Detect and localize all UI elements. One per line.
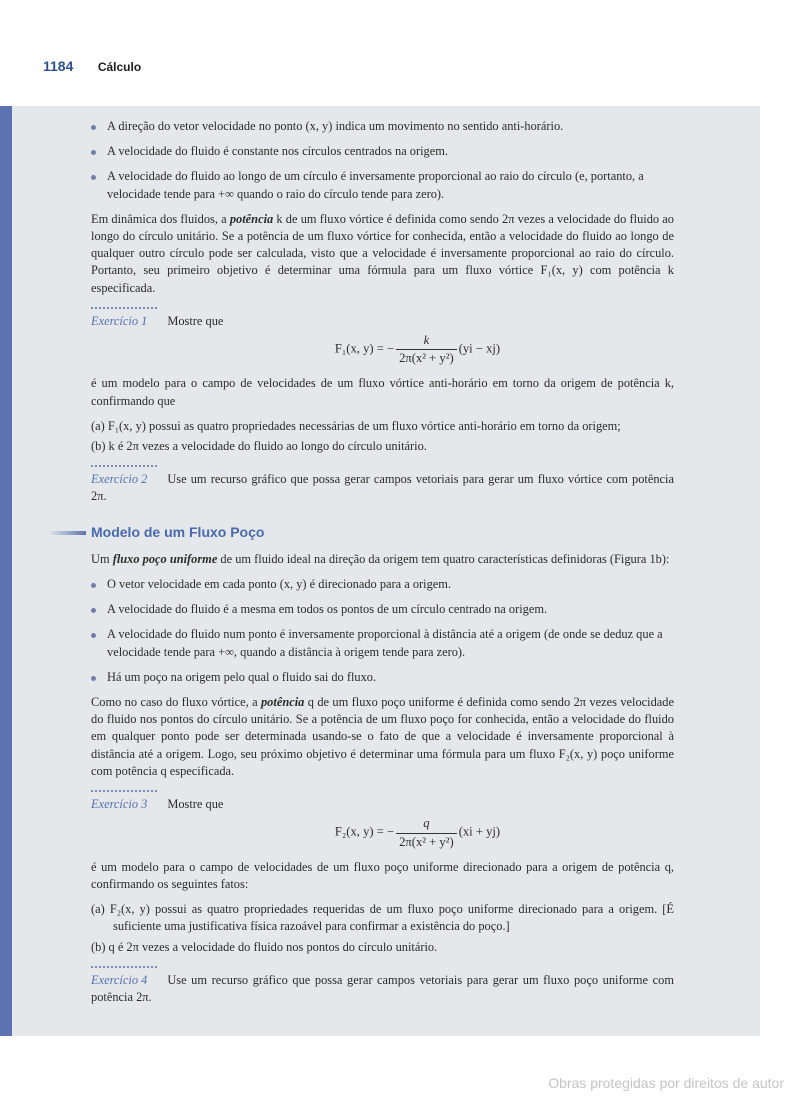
vortex-properties-list	[91, 118, 674, 203]
equation-f1: F₁(x, y) = − $\frac{k}{\text{2π(x² + y²)}}$ (yi − xj)	[161, 332, 674, 367]
exercise-2: Exercício 2 Use um recurso gráfico que possa gerar campos vetoriais para gerar um fluxo vórtice com potência 2π.	[91, 472, 674, 504]
list-item: A velocidade do fluido é a mesma em todos os pontos de um círculo centrado na origem.	[91, 601, 674, 618]
fraction: $\frac{q}{\text{2π(x² + y²)}}$	[396, 815, 457, 850]
bullet-icon	[91, 583, 96, 588]
exercise-3: Exercício 3 Mostre que F₂(x, y) = − $\frac{q}{\text{2π(x² + y²)}}$ (xi + yj) é um modelo para o campo de velocidades de um fluxo poço uniforme direcionado para a origem de potência q, confirmando os seguintes fatos: (a) F₂(x, y) possui as quatro propriedades requeridas de um fluxo poço uniforme direcionado para a origem. [É suficiente uma justificativa física razoável para confirmar a existência do poço.] (b) q é 2π vezes a velocidade do fluido nos pontos do círculo unitário.	[91, 796, 674, 956]
exercise-item-a: (a) F₂(x, y) possui as quatro propriedades requeridas de um fluxo poço uniforme direcionado para a origem. [É suficiente uma justificativa física razoável para confirmar a existência do poço.]	[91, 902, 674, 934]
sink-properties-list	[91, 576, 674, 686]
list-item: A direção do vetor velocidade no ponto (x, y) indica um movimento no sentido anti-horário.	[91, 118, 674, 135]
vortex-paragraph: Em dinâmica dos fluidos, a potência k de um fluxo vórtice é definida como sendo 2π vezes a velocidade do fluido ao longo do círculo unitário. Se a potência de um fluxo vórtice for conhecida, então a velocidade do fluido ao longo de qualquer outro círculo pode ser calculada, visto que a velocidade é inversamente proporcional ao raio do círculo. Portanto, seu primeiro objetivo é determinar uma fórmula para um fluxo vórtice F₁(x, y) com potência k especificada.	[91, 211, 675, 295]
list-item: A velocidade do fluido ao longo de um círculo é inversamente proporcional ao raio do círculo (e, portanto, a velocidade tende para +∞ quando o raio do círculo tende para zero).	[91, 168, 674, 202]
fraction: $\frac{k}{\text{2π(x² + y²)}}$	[396, 332, 457, 367]
book-title: Cálculo	[97, 60, 142, 74]
list-item: Há um poço na origem pelo qual o fluido sai do fluxo.	[91, 669, 674, 686]
exercise-label: Exercício 3	[91, 796, 147, 813]
exercise-label: Exercício 4	[91, 972, 147, 989]
page-number: 1184	[43, 58, 74, 74]
exercise-item-b: (b) k é 2π vezes a velocidade do fluido ao longo do círculo unitário.	[91, 439, 427, 454]
sink-paragraph: Como no caso do fluxo vórtice, a potência q de um fluxo poço uniforme é definida como sendo 2π vezes velocidade do fluido nos pontos do círculo unitário. Se a potência de um fluxo poço for conhecida, então a velocidade do fluido em qualquer ponto pode ser determinada usando-se o fato de que a velocidade é inversamente proporcional à distância até a origem. Logo, seu próximo objetivo é determinar uma fórmula para um fluxo F₂(x, y) poço uniforme com potência q especificada.	[91, 695, 674, 778]
exercise-text: é um modelo para o campo de velocidades de um fluxo vórtice anti-horário em torno da origem de potência k, confirmando que	[91, 376, 674, 408]
bullet-icon	[91, 608, 96, 613]
exercise-4: Exercício 4 Use um recurso gráfico que possa gerar campos vetoriais para gerar um fluxo poço uniforme com potência 2π.	[91, 972, 674, 1004]
bullet-icon	[91, 175, 96, 180]
exercise-item-a: (a) F₁(x, y) possui as quatro propriedades necessárias de um fluxo vórtice anti-horário em torno da origem;	[91, 418, 621, 433]
side-accent-bar	[0, 106, 12, 1036]
exercise-label: Exercício 2	[91, 471, 147, 488]
copyright-watermark: Obras protegidas por direitos de autor	[548, 1075, 784, 1091]
bullet-icon	[91, 676, 96, 681]
page-content	[91, 118, 674, 1014]
list-item: A velocidade do fluido é constante nos círculos centrados na origem.	[91, 143, 674, 160]
heading-bar	[48, 531, 86, 535]
sink-intro: Um fluxo poço uniforme de um fluido ideal na direção da origem tem quatro características definidoras (Figura 1b):	[91, 551, 670, 566]
term-potencia: potência	[260, 695, 305, 710]
equation-f2: F₂(x, y) = − $\frac{q}{\text{2π(x² + y²)}}$ (xi + yj)	[161, 815, 674, 850]
exercise-label: Exercício 1	[91, 313, 147, 330]
section-heading: Modelo de um Fluxo Poço	[91, 524, 674, 541]
exercise-1: Exercício 1 Mostre que F₁(x, y) = − $\frac{k}{\text{2π(x² + y²)}}$ (yi − xj) é um modelo para o campo de velocidades de um fluxo vórtice anti-horário em torno da origem de potência k, confirmando que (a) F₁(x, y) possui as quatro propriedades necessárias de um fluxo vórtice anti-horário em torno da origem; (b) k é 2π vezes a velocidade do fluido ao longo do círculo unitário.	[91, 313, 674, 455]
bullet-icon	[91, 150, 96, 155]
running-header	[43, 58, 141, 76]
bullet-icon	[91, 125, 96, 130]
list-item: O vetor velocidade em cada ponto (x, y) é direcionado para a origem.	[91, 576, 674, 593]
exercise-text: é um modelo para o campo de velocidades de um fluxo poço uniforme direcionado para a origem de potência q, confirmando os seguintes fatos:	[91, 859, 674, 891]
list-item: A velocidade do fluido num ponto é inversamente proporcional à distância até a origem (de onde se deduz que a velocidade tende para +∞, quando a distância à origem tende para zero).	[91, 626, 674, 660]
term-potencia: potência	[229, 211, 274, 226]
exercise-item-b: (b) q é 2π vezes a velocidade do fluido nos pontos do círculo unitário.	[91, 939, 438, 954]
bullet-icon	[91, 633, 96, 638]
term-fluxo-poco: fluxo poço uniforme	[112, 551, 218, 566]
